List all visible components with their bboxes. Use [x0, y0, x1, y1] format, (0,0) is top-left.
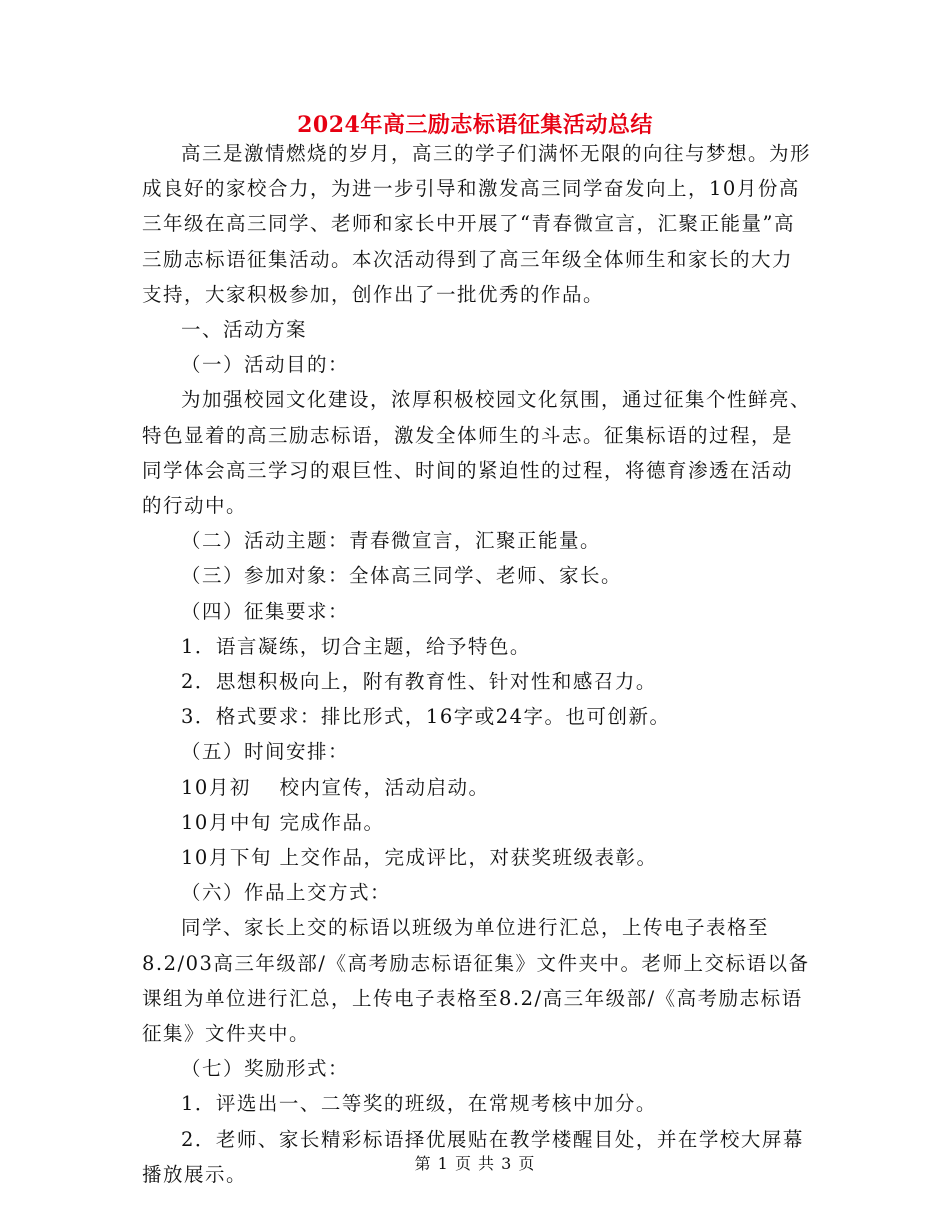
subheading-purpose: （一）活动目的： [181, 353, 350, 377]
subheading-theme: （二）活动主题：青春微宣言，汇聚正能量。 [181, 529, 602, 553]
schedule-item-mid: 10月中旬 完成作品。 [181, 810, 385, 834]
subheading-submission: （六）作品上交方式： [181, 881, 392, 905]
subheading-schedule: （五）时间安排： [181, 740, 350, 764]
list-item-requirement-2: 2．思想积极向上，附有教育性、针对性和感召力。 [181, 670, 657, 694]
list-item-reward-2: 2．老师、家长精彩标语择优展贴在教学楼醒目处，并在学校大屏幕播放展示。 [142, 1127, 804, 1186]
schedule-item-early: 10月初 校内宣传，活动启动。 [181, 775, 490, 799]
document-title: 2024年高三励志标语征集活动总结 [297, 112, 653, 138]
list-item-requirement-1: 1．语言凝练，切合主题，给予特色。 [181, 634, 531, 658]
paragraph-intro: 高三是激情燃烧的岁月，高三的学子们满怀无限的向往与梦想。为形成良好的家校合力，为进一步引导和激发高三同学奋发向上，10月份高三年级在高三同学、老师和家长中开展了“青春微宣言，汇聚正能量”高三励志标语征集活动。本次活动得到了高三年级全体师生和家长的大力支持，大家积极参加，创作出了一批优秀的作品。 [142, 142, 812, 306]
list-item-reward-1: 1．评选出一、二等奖的班级，在常规考核中加分。 [181, 1092, 657, 1116]
subheading-requirements: （四）征集要求： [181, 599, 350, 623]
document-body [142, 136, 812, 1192]
subheading-rewards: （七）奖励形式： [181, 1057, 350, 1081]
heading-activity-plan: 一、活动方案 [181, 318, 308, 342]
subheading-participants: （三）参加对象：全体高三同学、老师、家长。 [181, 564, 623, 588]
page-footer: 第 1 页 共 3 页 [414, 1154, 536, 1173]
list-item-requirement-3: 3．格式要求：排比形式，16字或24字。也可创新。 [181, 705, 671, 729]
schedule-item-late: 10月下旬 上交作品，完成评比，对获奖班级表彰。 [181, 846, 658, 870]
paragraph-purpose: 为加强校园文化建设，浓厚积极校园文化氛围，通过征集个性鲜亮、特色显着的高三励志标语，激发全体师生的斗志。征集标语的过程，是同学体会高三学习的艰巨性、时间的紧迫性的过程，将德育渗透在活动的行动中。 [142, 388, 812, 518]
paragraph-submission: 同学、家长上交的标语以班级为单位进行汇总，上传电子表格至8.2/03高三年级部/《高考励志标语征集》文件夹中。老师上交标语以备课组为单位进行汇总，上传电子表格至8.2/高三年级部/《高考励志标语征集》文件夹中。 [142, 916, 810, 1046]
